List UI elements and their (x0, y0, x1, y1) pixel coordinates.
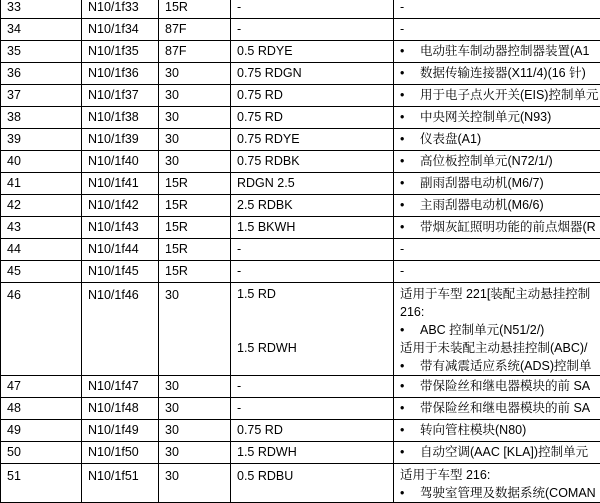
amperage-cell: 30 (159, 464, 231, 503)
description-cell (394, 107, 600, 129)
description-text: 带烟灰缸照明功能的前点烟器(R (420, 220, 596, 234)
wire-cell (231, 283, 394, 376)
wire-cell: 0.75 RD (231, 420, 394, 442)
table-row (1, 283, 600, 376)
wire-cell: - (231, 0, 394, 19)
description-cell (394, 283, 600, 376)
description-text: 高位板控制单元(N72/1/) (420, 154, 553, 168)
description-cell (394, 420, 600, 442)
table-row (1, 420, 600, 442)
fuse-cell: N10/1f44 (82, 239, 159, 261)
amperage-cell: 15R (159, 217, 231, 239)
fuse-cell: N10/1f39 (82, 129, 159, 151)
position-cell: 36 (1, 63, 82, 85)
wire-cell: 0.5 RDYE (231, 41, 394, 63)
description-text: 适用于车型 221[装配主动悬挂控制 (400, 285, 600, 303)
position-cell: 50 (1, 442, 82, 464)
description-text: 驾驶室管理及数据系统(COMAN (420, 486, 596, 500)
description-text: 适用于未装配主动悬挂控制(ABC)/ (400, 339, 600, 357)
table-row (1, 151, 600, 173)
fuse-cell: N10/1f48 (82, 398, 159, 420)
description-text: 中央网关控制单元(N93) (420, 110, 551, 124)
description-cell (394, 398, 600, 420)
amperage-cell: 30 (159, 442, 231, 464)
position-cell: 42 (1, 195, 82, 217)
amperage-cell: 30 (159, 420, 231, 442)
fuse-cell: N10/1f34 (82, 19, 159, 41)
table-row (1, 0, 600, 19)
amperage-cell: 30 (159, 398, 231, 420)
bullet: • (400, 63, 420, 84)
fuse-cell: N10/1f40 (82, 151, 159, 173)
description-text: 带保险丝和继电器模块的前 SA (420, 379, 590, 393)
fuse-cell: N10/1f43 (82, 217, 159, 239)
fuse-cell: N10/1f38 (82, 107, 159, 129)
position-cell: 38 (1, 107, 82, 129)
amperage-cell: 30 (159, 376, 231, 398)
description-text: 转向管柱模块(N80) (420, 423, 526, 437)
description-cell (394, 85, 600, 107)
table-row (1, 195, 600, 217)
description-text: ABC 控制单元(N51/2/) (420, 323, 544, 337)
fuse-cell: N10/1f41 (82, 173, 159, 195)
position-cell: 37 (1, 85, 82, 107)
fuse-cell: N10/1f37 (82, 85, 159, 107)
description-text: 216: (400, 303, 600, 321)
bullet: • (400, 420, 420, 441)
table-row (1, 173, 600, 195)
position-cell: 40 (1, 151, 82, 173)
amperage-cell: 15R (159, 173, 231, 195)
description-cell (394, 376, 600, 398)
table-row (1, 442, 600, 464)
description-cell (394, 195, 600, 217)
description-text: 自动空调(AAC [KLA])控制单元 (420, 445, 588, 459)
position-cell: 51 (1, 464, 82, 503)
description-cell (394, 173, 600, 195)
position-cell: 46 (1, 283, 82, 376)
description-cell (394, 151, 600, 173)
bullet: • (400, 195, 420, 216)
bullet: • (400, 398, 420, 419)
description-text: 副雨刮器电动机(M6/7) (420, 176, 544, 190)
table-row (1, 41, 600, 63)
table-body (1, 0, 600, 503)
fuse-cell: N10/1f47 (82, 376, 159, 398)
table-row (1, 63, 600, 85)
position-cell: 47 (1, 376, 82, 398)
description-cell (394, 41, 600, 63)
fuse-cell: N10/1f46 (82, 283, 159, 376)
table-row (1, 107, 600, 129)
position-cell: 44 (1, 239, 82, 261)
wire-cell: - (231, 261, 394, 283)
bullet: • (400, 442, 420, 463)
wire-cell: - (231, 239, 394, 261)
wire-cell: 0.75 RDGN (231, 63, 394, 85)
fuse-cell: N10/1f45 (82, 261, 159, 283)
fuse-cell: N10/1f35 (82, 41, 159, 63)
wire-cell: 0.75 RDBK (231, 151, 394, 173)
fuse-cell: N10/1f33 (82, 0, 159, 19)
position-cell: 43 (1, 217, 82, 239)
position-cell: 33 (1, 0, 82, 19)
wire-cell: 2.5 RDBK (231, 195, 394, 217)
description-cell (394, 63, 600, 85)
wire-cell: 1.5 BKWH (231, 217, 394, 239)
bullet: • (400, 151, 420, 172)
fuse-cell: N10/1f49 (82, 420, 159, 442)
amperage-cell: 15R (159, 261, 231, 283)
position-cell: 41 (1, 173, 82, 195)
wire-cell: - (231, 398, 394, 420)
amperage-cell: 15R (159, 239, 231, 261)
amperage-cell: 30 (159, 283, 231, 376)
table-row (1, 239, 600, 261)
description-cell (394, 464, 600, 503)
description-text: 电动驻车制动器控制器装置(A1 (420, 44, 589, 58)
bullet: • (400, 173, 420, 194)
amperage-cell: 15R (159, 195, 231, 217)
wire-text: 1.5 RDWH (237, 339, 393, 357)
description-text: 带保险丝和继电器模块的前 SA (420, 401, 590, 415)
wire-cell: RDGN 2.5 (231, 173, 394, 195)
description-cell (394, 217, 600, 239)
description-text: 适用于车型 216: (400, 466, 600, 484)
wire-cell: 0.75 RD (231, 85, 394, 107)
bullet: • (400, 217, 420, 238)
description-cell: - (394, 239, 600, 261)
fuse-cell: N10/1f42 (82, 195, 159, 217)
position-cell: 39 (1, 129, 82, 151)
wire-cell: - (231, 19, 394, 41)
description-cell: - (394, 19, 600, 41)
position-cell: 34 (1, 19, 82, 41)
table-row (1, 398, 600, 420)
wire-cell: 0.5 RDBU (231, 464, 394, 503)
amperage-cell: 30 (159, 151, 231, 173)
table-row (1, 261, 600, 283)
description-cell (394, 129, 600, 151)
bullet: • (400, 357, 420, 375)
position-cell: 48 (1, 398, 82, 420)
bullet: • (400, 321, 420, 339)
amperage-cell: 15R (159, 0, 231, 19)
position-cell: 35 (1, 41, 82, 63)
table-row (1, 19, 600, 41)
amperage-cell: 30 (159, 85, 231, 107)
fuse-cell: N10/1f36 (82, 63, 159, 85)
wire-cell: - (231, 376, 394, 398)
description-text: 主雨刮器电动机(M6/6) (420, 198, 544, 212)
position-cell: 49 (1, 420, 82, 442)
amperage-cell: 87F (159, 19, 231, 41)
table-row (1, 464, 600, 503)
description-text: 带有减震适应系统(ADS)控制单 (420, 359, 592, 373)
amperage-cell: 30 (159, 107, 231, 129)
description-cell: - (394, 0, 600, 19)
description-text: 用于电子点火开关(EIS)控制单元 (420, 88, 598, 102)
bullet: • (400, 376, 420, 397)
description-cell (394, 442, 600, 464)
wire-cell: 1.5 RDWH (231, 442, 394, 464)
table-row (1, 376, 600, 398)
description-cell: - (394, 261, 600, 283)
description-text: 数据传输连接器(X11/4)(16 针) (420, 66, 586, 80)
bullet: • (400, 129, 420, 150)
bullet: • (400, 41, 420, 62)
fuse-cell: N10/1f50 (82, 442, 159, 464)
bullet: • (400, 107, 420, 128)
amperage-cell: 87F (159, 41, 231, 63)
amperage-cell: 30 (159, 129, 231, 151)
fuse-cell: N10/1f51 (82, 464, 159, 503)
description-text: 仪表盘(A1) (420, 132, 481, 146)
table-row (1, 129, 600, 151)
amperage-cell: 30 (159, 63, 231, 85)
wire-text: 1.5 RD (237, 285, 393, 303)
bullet: • (400, 484, 420, 502)
wire-cell: 0.75 RD (231, 107, 394, 129)
bullet: • (400, 85, 420, 106)
table-row (1, 217, 600, 239)
table-row (1, 85, 600, 107)
wire-cell: 0.75 RDYE (231, 129, 394, 151)
position-cell: 45 (1, 261, 82, 283)
